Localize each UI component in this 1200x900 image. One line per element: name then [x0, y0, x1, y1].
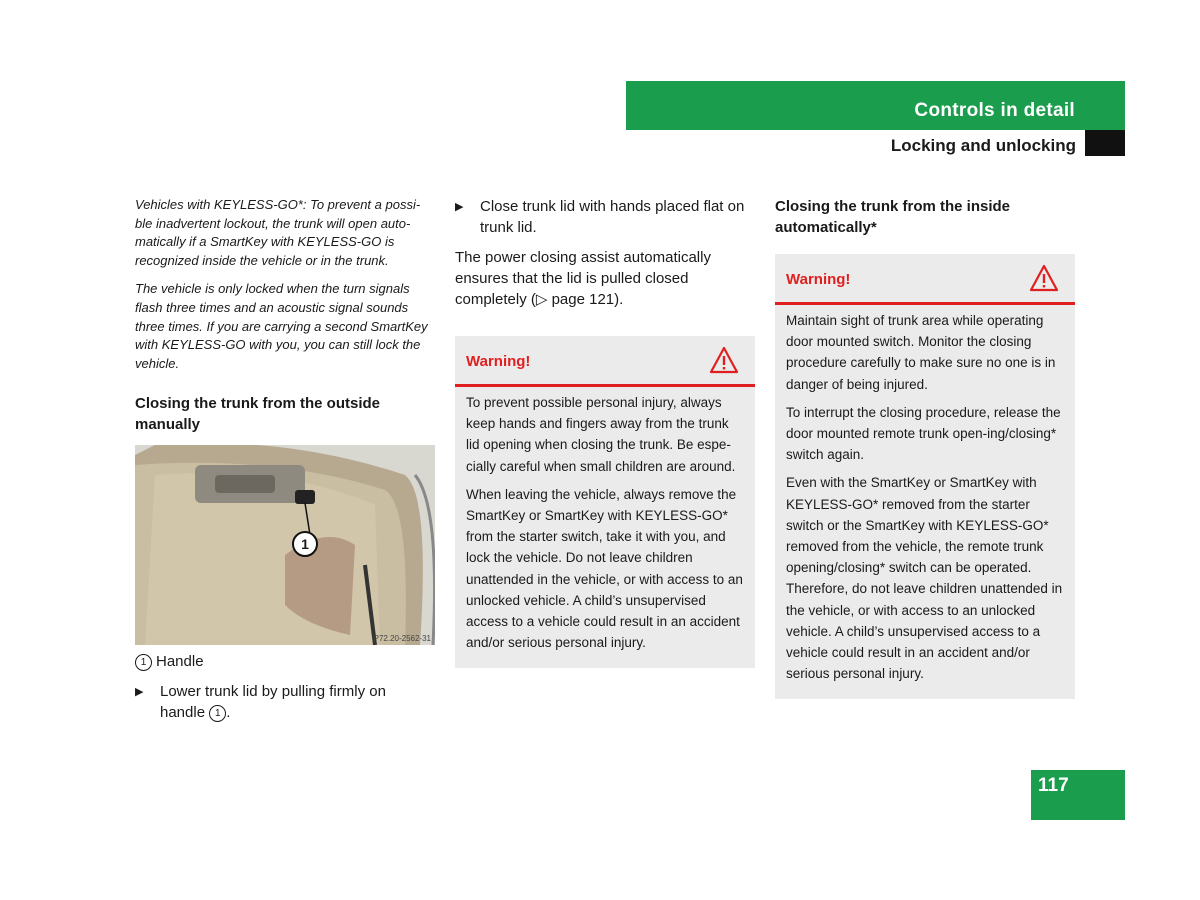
callout-1: 1 — [292, 531, 318, 557]
step-text: Lower trunk lid by pulling firmly on handle — [160, 683, 386, 722]
warning-paragraph: To prevent possible personal injury, always keep hands and fingers away from the trunk lid opening when closing the trunk. Be espe-cially careful when small children are around. — [466, 395, 736, 474]
column-2 — [455, 196, 755, 668]
photo-reference: P72.20-2562-31 — [373, 634, 431, 644]
warning-body — [775, 305, 1075, 699]
warning-box-1 — [455, 336, 755, 668]
warning-paragraph: To interrupt the closing procedure, release the door mounted remote trunk open-ing/closing* switch again. — [786, 404, 1061, 463]
page-number-box — [1031, 770, 1125, 820]
legend-number: 1 — [135, 654, 152, 671]
warning-triangle-icon — [1029, 264, 1059, 292]
page-number: 117 — [1038, 775, 1069, 796]
warning-triangle-icon — [709, 346, 739, 374]
column-1 — [135, 196, 435, 723]
step-text: Close trunk lid with hands placed flat on trunk lid. — [480, 198, 745, 236]
warning-body — [455, 387, 755, 668]
warning-paragraph: Maintain sight of trunk area while operating door mounted switch. Monitor the closing procedure carefully to make sure no one is in danger of being injured. — [786, 313, 1056, 392]
warning-paragraph: Even with the SmartKey or SmartKey with KEYLESS-GO* removed from the starter switch or the SmartKey with KEYLESS-GO* removed from the vehicle, the remote trunk opening/closing* switch can be operated. Therefore, do not leave children unattended in the vehicle, or with access to an unlocked vehicle. A child’s unsupervised access to a vehicle could result in an accident and/or serious personal injury. — [786, 475, 1063, 682]
warning-title: Warning! — [466, 353, 531, 370]
trunk-lid-photo — [135, 445, 435, 645]
legend-handle — [135, 651, 435, 672]
keyless-go-note: Vehicles with KEYLESS-GO*: To prevent a possi-ble inadvertent lockout, the trunk will open auto-matically if a SmartKey with KEYLESS-GO is recognized inside the vehicle or in the trunk. — [135, 197, 421, 268]
subsection-title: Locking and unlocking — [890, 136, 1076, 155]
step-period: . — [226, 704, 231, 722]
section-heading-inside: Closing the trunk from the inside automatically* — [775, 198, 1011, 236]
power-closing-paragraph: The power closing assist automatically ensures that the lid is pulled closed completely (▷ page 121). — [455, 249, 711, 308]
step-lower-trunk — [135, 681, 435, 723]
warning-box-2 — [775, 254, 1075, 699]
section-heading-outside: Closing the trunk from the outside manually — [135, 395, 381, 434]
warning-paragraph: When leaving the vehicle, always remove the SmartKey or SmartKey with KEYLESS-GO* from the starter switch, take it with you, and lock the vehicle. Do not leave children unattended in the vehicle, or with access to an unlocked vehicle. A child’s unsupervised access to a vehicle could result in an accident and/or serious personal injury. — [466, 486, 743, 651]
trunk-lid-illustration — [135, 445, 435, 645]
subsection-marker — [1085, 130, 1125, 156]
section-header-bar — [626, 81, 1125, 130]
step-number: 1 — [209, 705, 226, 722]
lock-signal-note: The vehicle is only locked when the turn signals flash three times and an acoustic signal sounds three times. If you are carrying a second SmartKey with KEYLESS-GO with you, you can still lock the vehicle. — [135, 281, 428, 371]
warning-header — [775, 254, 1075, 305]
step-close-trunk — [455, 196, 755, 238]
warning-title: Warning! — [786, 271, 851, 288]
bullet-arrow-icon: ▶ — [135, 686, 144, 699]
legend-label: Handle — [156, 653, 204, 671]
bullet-arrow-icon: ▶ — [455, 201, 464, 213]
column-3 — [775, 196, 1075, 699]
section-title: Controls in detail — [914, 100, 1075, 121]
warning-header — [455, 336, 755, 387]
